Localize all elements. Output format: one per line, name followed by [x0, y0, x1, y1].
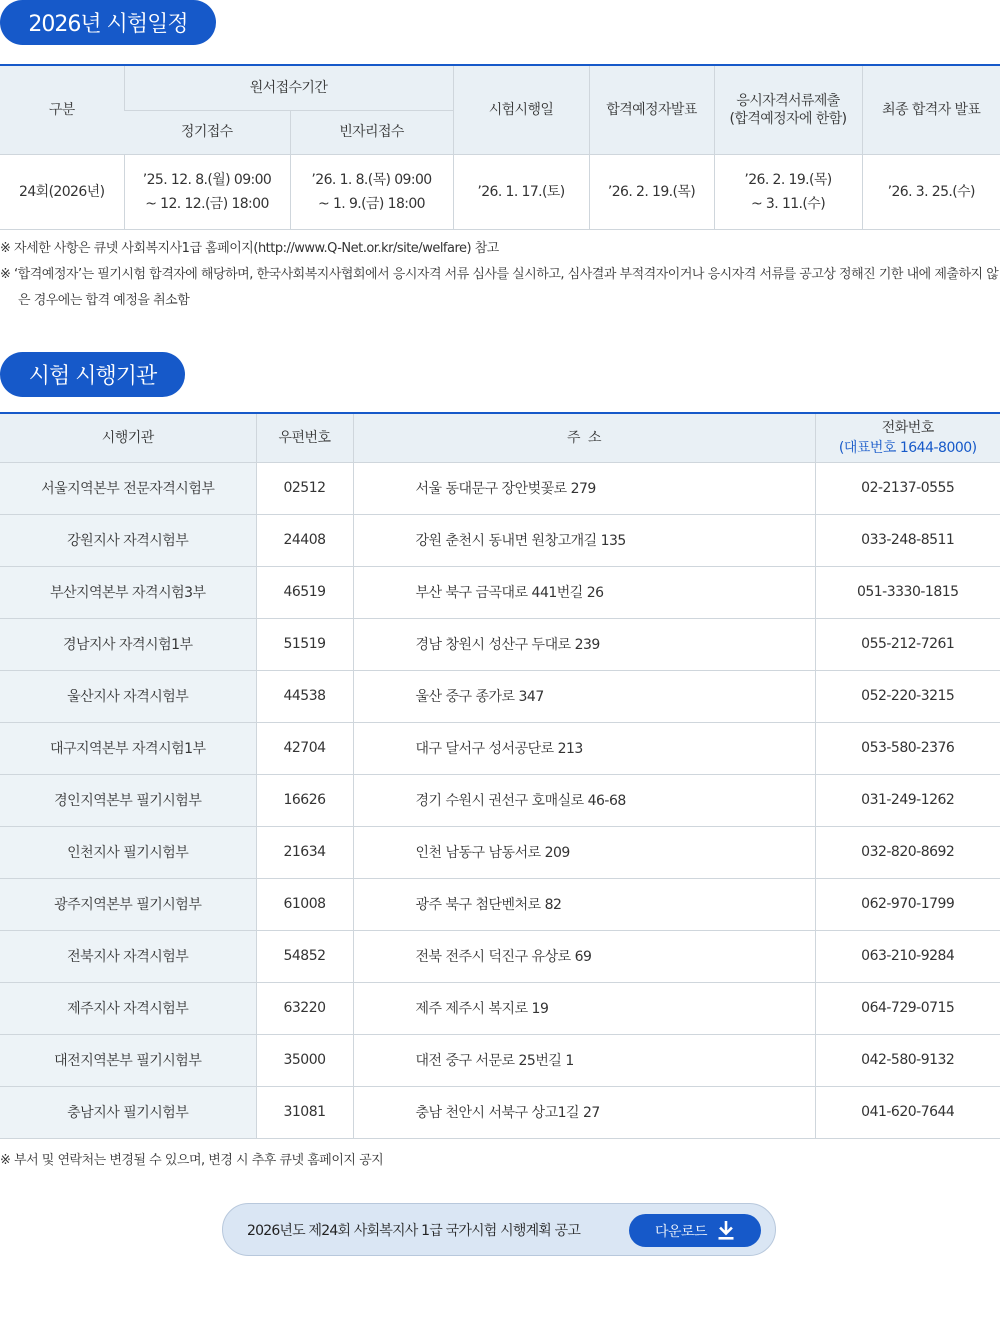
address: 충남 천안시 서북구 상고1길 27: [353, 1086, 815, 1138]
table-row: [0, 722, 1000, 774]
address: 전북 전주시 덕진구 유상로 69: [353, 930, 815, 982]
institution-name: 강원지사 자격시험부: [0, 514, 256, 566]
header-address: 주 소: [353, 413, 815, 462]
table-row: [0, 826, 1000, 878]
phone-number[interactable]: 033-248-8511: [815, 514, 1000, 566]
cell-vacancy-line1: ’26. 1. 8.(목) 09:00: [311, 171, 432, 188]
table-row: [0, 1034, 1000, 1086]
table-row: [0, 514, 1000, 566]
postal-code: 54852: [256, 930, 353, 982]
institution-name: 서울지역본부 전문자격시험부: [0, 462, 256, 514]
header-representative-number: (대표번호 1644-8000): [838, 439, 977, 456]
cell-exam-date: ’26. 1. 17.(토): [453, 154, 589, 229]
phone-number[interactable]: 031-249-1262: [815, 774, 1000, 826]
cell-docs-submit: [714, 154, 862, 229]
phone-number[interactable]: 063-210-9284: [815, 930, 1000, 982]
institution-name: 전북지사 자격시험부: [0, 930, 256, 982]
table-row: [0, 462, 1000, 514]
phone-number[interactable]: 064-729-0715: [815, 982, 1000, 1034]
institution-name: 충남지사 필기시험부: [0, 1086, 256, 1138]
institution-name: 부산지역본부 자격시험3부: [0, 566, 256, 618]
header-category: 구분: [0, 65, 124, 154]
download-button[interactable]: [629, 1214, 761, 1247]
download-icon: [717, 1221, 735, 1241]
table-row: [0, 982, 1000, 1034]
institution-name: 경인지역본부 필기시험부: [0, 774, 256, 826]
address: 인천 남동구 남동서로 209: [353, 826, 815, 878]
address: 대전 중구 서문로 25번길 1: [353, 1034, 815, 1086]
postal-code: 31081: [256, 1086, 353, 1138]
phone-number[interactable]: 051-3330-1815: [815, 566, 1000, 618]
phone-number[interactable]: 032-820-8692: [815, 826, 1000, 878]
header-regular: 정기접수: [124, 110, 290, 154]
institution-name: 대구지역본부 자격시험1부: [0, 722, 256, 774]
header-phone-label: 전화번호: [881, 419, 934, 436]
postal-code: 61008: [256, 878, 353, 930]
phone-number[interactable]: 042-580-9132: [815, 1034, 1000, 1086]
institution-section-title: 시험 시행기관: [0, 352, 185, 397]
download-bar: [222, 1203, 776, 1256]
header-vacancy: 빈자리접수: [290, 110, 453, 154]
postal-code: 35000: [256, 1034, 353, 1086]
address: 광주 북구 첨단벤처로 82: [353, 878, 815, 930]
header-docs-submit-line1: 응시자격서류제출: [736, 92, 840, 109]
institution-name: 울산지사 자격시험부: [0, 670, 256, 722]
download-button-label: 다운로드: [654, 1223, 708, 1240]
schedule-notes: [0, 236, 1000, 314]
schedule-table: [0, 64, 1000, 230]
address: 경남 창원시 성산구 두대로 239: [353, 618, 815, 670]
phone-number[interactable]: 062-970-1799: [815, 878, 1000, 930]
institution-name: 대전지역본부 필기시험부: [0, 1034, 256, 1086]
institution-name: 광주지역본부 필기시험부: [0, 878, 256, 930]
institution-note: [0, 1148, 1000, 1174]
cell-prelim-announce: ’26. 2. 19.(목): [589, 154, 714, 229]
cell-vacancy-line2: ~ 1. 9.(금) 18:00: [318, 195, 425, 212]
schedule-note: ※ 자세한 사항은 큐넷 사회복지사1급 홈페이지(http://www.Q-Net.or.kr/site/welfare) 참고: [0, 241, 499, 256]
header-exam-date: 시험시행일: [453, 65, 589, 154]
download-label: 2026년도 제24회 사회복지사 1급 국가시험 시행계획 공고: [247, 1222, 581, 1239]
postal-code: 02512: [256, 462, 353, 514]
cell-regular-line2: ~ 12. 12.(금) 18:00: [145, 195, 269, 212]
table-row: [0, 618, 1000, 670]
address: 대구 달서구 성서공단로 213: [353, 722, 815, 774]
phone-number[interactable]: 02-2137-0555: [815, 462, 1000, 514]
header-institution: 시행기관: [0, 413, 256, 462]
institution-name: 경남지사 자격시험1부: [0, 618, 256, 670]
header-docs-submit-line2: (합격예정자에 한함): [729, 110, 847, 127]
cell-docs-line1: ’26. 2. 19.(목): [744, 171, 832, 188]
table-row: [0, 774, 1000, 826]
table-row: [0, 670, 1000, 722]
institution-name: 인천지사 필기시험부: [0, 826, 256, 878]
institution-table: [0, 412, 1000, 1139]
table-row: [0, 878, 1000, 930]
address: 제주 제주시 복지로 19: [353, 982, 815, 1034]
header-docs-submit: [714, 65, 862, 154]
address: 울산 중구 종가로 347: [353, 670, 815, 722]
postal-code: 42704: [256, 722, 353, 774]
header-prelim-announce: 합격예정자발표: [589, 65, 714, 154]
postal-code: 46519: [256, 566, 353, 618]
phone-number[interactable]: 055-212-7261: [815, 618, 1000, 670]
phone-number[interactable]: 052-220-3215: [815, 670, 1000, 722]
postal-code: 21634: [256, 826, 353, 878]
cell-round: 24회(2026년): [0, 154, 124, 229]
cell-final-announce: ’26. 3. 25.(수): [862, 154, 1000, 229]
header-application-period: 원서접수기간: [124, 65, 453, 110]
cell-vacancy: [290, 154, 453, 229]
phone-number[interactable]: 041-620-7644: [815, 1086, 1000, 1138]
institution-name: 제주지사 자격시험부: [0, 982, 256, 1034]
institution-note-text: ※ 부서 및 연락처는 변경될 수 있으며, 변경 시 추후 큐넷 홈페이지 공지: [0, 1153, 384, 1168]
cell-regular: [124, 154, 290, 229]
header-final-announce: 최종 합격자 발표: [862, 65, 1000, 154]
schedule-section-title: 2026년 시험일정: [0, 0, 216, 45]
postal-code: 16626: [256, 774, 353, 826]
header-postal-code: 우편번호: [256, 413, 353, 462]
table-row: [0, 930, 1000, 982]
postal-code: 63220: [256, 982, 353, 1034]
schedule-note: ※ ‘합격예정자’는 필기시험 합격자에 해당하며, 한국사회복지사협회에서 응시자격 서류 심사를 실시하고, 심사결과 부적격자이거나 응시자격 서류를 공고상 정해진 기한 내에 제출하지 않은 경우에는 합격 예정을 취소함: [0, 267, 999, 308]
postal-code: 51519: [256, 618, 353, 670]
table-row: [0, 566, 1000, 618]
address: 강원 춘천시 동내면 원창고개길 135: [353, 514, 815, 566]
postal-code: 24408: [256, 514, 353, 566]
address: 서울 동대문구 장안벚꽃로 279: [353, 462, 815, 514]
header-phone: [815, 413, 1000, 462]
cell-regular-line1: ’25. 12. 8.(월) 09:00: [142, 171, 272, 188]
cell-docs-line2: ~ 3. 11.(수): [750, 195, 826, 212]
postal-code: 44538: [256, 670, 353, 722]
address: 경기 수원시 권선구 호매실로 46-68: [353, 774, 815, 826]
phone-number[interactable]: 053-580-2376: [815, 722, 1000, 774]
table-row: [0, 1086, 1000, 1138]
address: 부산 북구 금곡대로 441번길 26: [353, 566, 815, 618]
